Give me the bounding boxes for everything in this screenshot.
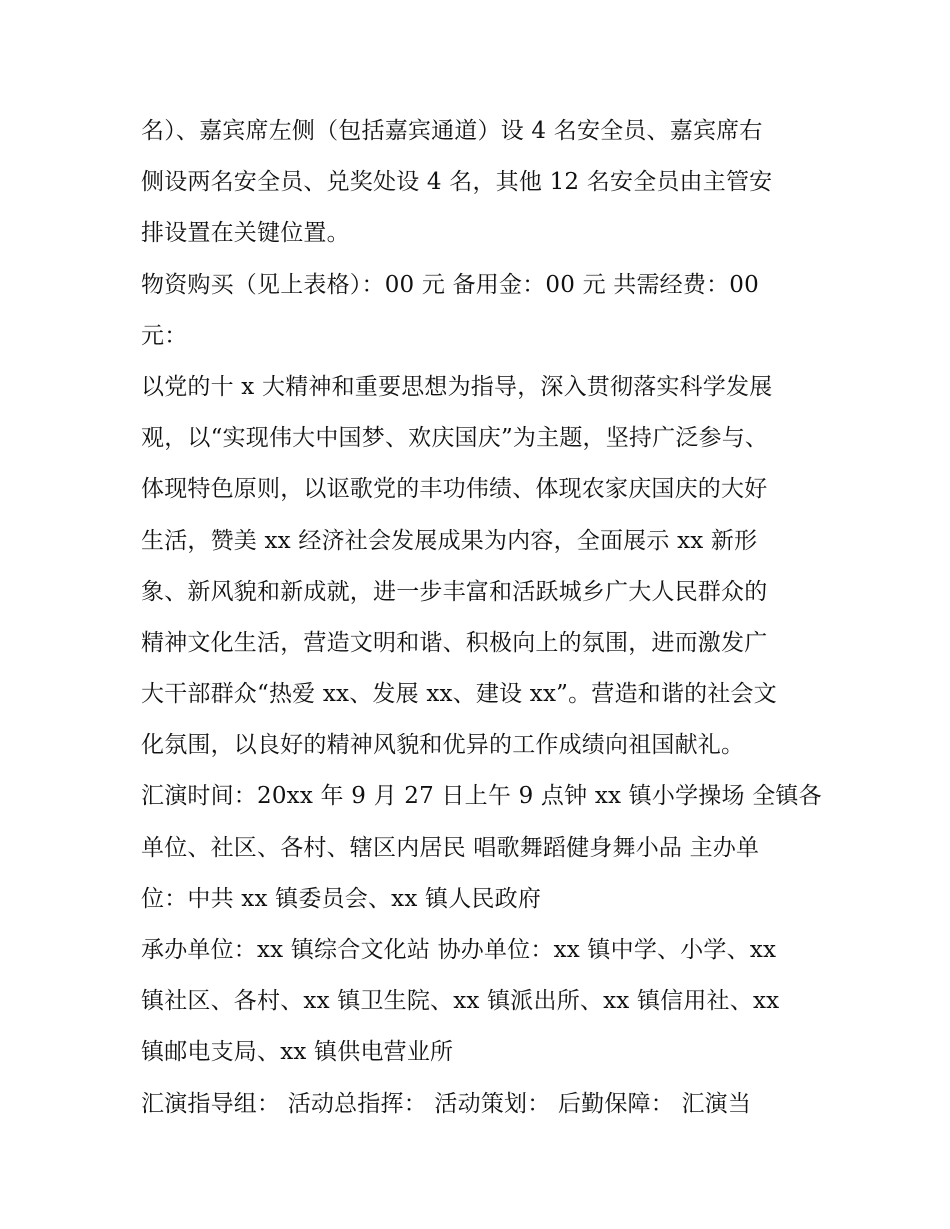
text-line: 汇演指导组： 活动总指挥： 活动策划： 后勤保障： 汇演当 <box>141 1090 752 1117</box>
text-line: 观，以“实现伟大中国梦、欢庆国庆”为主题，坚持广泛参与、 <box>141 425 769 452</box>
text-line: 象、新风貌和新成就，进一步丰富和活跃城乡广大人民群众的 <box>141 578 768 605</box>
text-line: 单位、社区、各村、辖区内居民 唱歌舞蹈健身舞小品 主办单 <box>141 834 760 861</box>
text-line: 体现特色原则，以讴歌党的丰功伟绩、体现农家庆国庆的大好 <box>141 476 768 503</box>
text-line: 精神文化生活，营造文明和谐、积极向上的氛围，进而激发广 <box>141 629 768 656</box>
text-line: 镇邮电支局、xx 镇供电营业所 <box>141 1039 454 1066</box>
text-line: 生活，赞美 xx 经济社会发展成果为内容，全面展示 xx 新形 <box>141 527 758 554</box>
text-line: 汇演时间：20xx 年 9 月 27 日上午 9 点钟 xx 镇小学操场 全镇各 <box>141 783 822 810</box>
text-line: 侧设两名安全员、兑奖处设 4 名，其他 12 名安全员由主管安 <box>141 169 773 196</box>
text-line: 名）、嘉宾席左侧（包括嘉宾通道）设 4 名安全员、嘉宾席右 <box>141 118 763 144</box>
body-text <box>141 106 821 1130</box>
text-line: 大干部群众“热爱 xx、发展 xx、建设 xx”。营造和谐的社会文 <box>141 681 777 708</box>
text-line: 承办单位：xx 镇综合文化站 协办单位：xx 镇中学、小学、xx <box>141 937 777 963</box>
text-line: 元： <box>141 322 188 349</box>
text-line: 以党的十 x 大精神和重要思想为指导，深入贯彻落实科学发展 <box>141 373 773 400</box>
text-line: 镇社区、各村、xx 镇卫生院、xx 镇派出所、xx 镇信用社、xx <box>141 988 780 1015</box>
text-line: 排设置在关键位置。 <box>141 220 350 247</box>
text-line: 位：中共 xx 镇委员会、xx 镇人民政府 <box>141 885 542 912</box>
text-line: 化氛围，以良好的精神风貌和优异的工作成绩向祖国献礼。 <box>141 732 745 759</box>
text-line: 物资购买（见上表格）：00 元 备用金：00 元 共需经费：00 <box>141 271 759 298</box>
